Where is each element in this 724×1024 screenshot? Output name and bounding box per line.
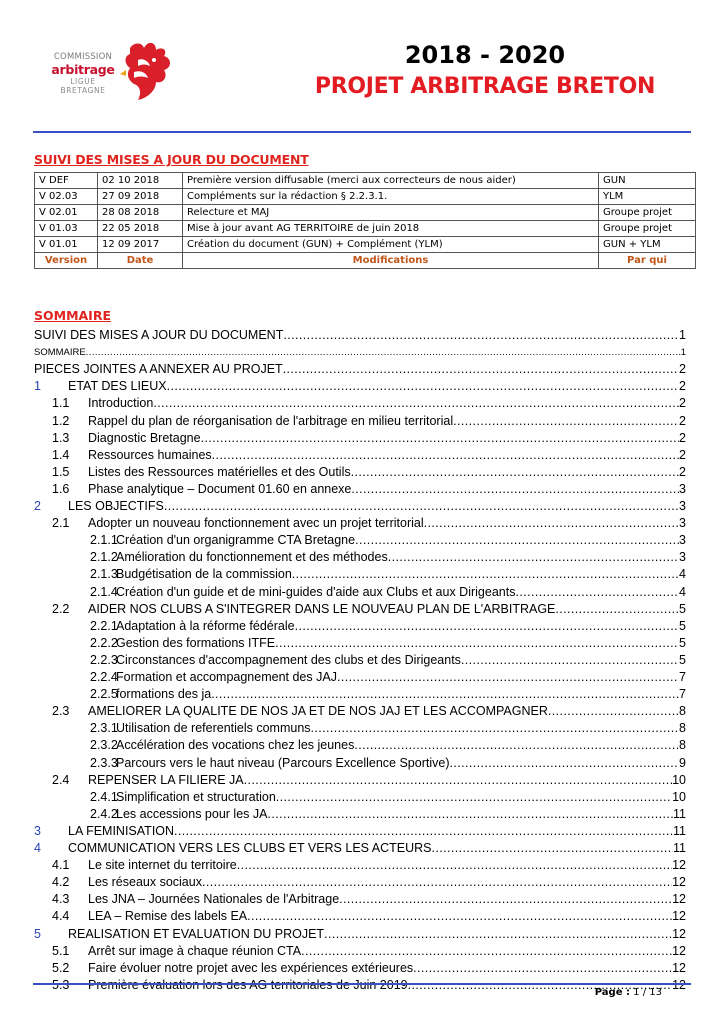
toc-entry-number: 4 [34,841,41,855]
toc-entry-leader [275,635,679,652]
toc-entry[interactable] [34,327,686,344]
toc-entry[interactable] [34,823,686,840]
toc-entry-label: REPENSER LA FILIERE JA [88,772,244,787]
toc-entry-number: 1.6 [52,481,70,496]
toc-entry-number: 2.4.2 [90,806,118,821]
updates-column-version: Version [35,253,98,269]
toc-entry-leader [424,515,679,532]
toc-entry-page: 2 [679,464,686,479]
toc-entry[interactable] [52,447,686,464]
commission-arbitrage-logo [46,40,176,104]
toc-entry-leader [153,395,679,412]
toc-entry-page: 3 [679,550,686,565]
updates-header-row [35,253,696,269]
toc-entry[interactable] [52,481,686,498]
toc-entry[interactable] [90,737,686,754]
toc-entry-leader [324,926,672,943]
toc-entry-number: 3 [34,823,41,838]
updates-cell-date: 27 09 2018 [98,189,183,205]
footer-divider [33,983,691,985]
toc-entry-number: 2.4 [52,772,70,787]
toc-entry-number: 2.1.2 [90,550,118,565]
toc-entry-leader [355,532,679,549]
toc-entry-page: 9 [679,755,686,770]
updates-cell-by: YLM [599,189,696,205]
updates-cell-date: 22 05 2018 [98,221,183,237]
toc-entry-leader [292,566,679,583]
toc-entry-page: 2 [679,413,686,428]
updates-cell-modif: Relecture et MAJ [183,205,599,221]
toc-entry-leader [351,481,679,498]
toc-entry-number: 1.5 [52,464,70,479]
toc-entry-page: 2 [679,362,686,377]
toc-entry-page: 12 [672,960,686,975]
toc-entry-page: 11 [673,806,686,821]
document-year-title: 2018 - 2020 [404,41,566,69]
toc-entry-page: 12 [672,892,686,907]
toc-entry[interactable] [90,652,686,669]
toc-entry-number: 2.2.4 [90,670,118,684]
toc-entry-page: 1 [679,328,686,342]
toc-entry-label: SUIVI DES MISES A JOUR DU DOCUMENT [34,328,284,342]
toc-entry-leader [174,823,673,840]
toc-entry-label: Création d'un organigramme CTA Bretagne [116,533,356,548]
toc-entry-number: 4.3 [52,892,70,907]
toc-entry[interactable] [90,618,686,635]
toc-entry-number: 2.1.3 [90,567,118,582]
toc-heading: SOMMAIRE [34,308,111,323]
toc-entry-number: 2.2 [52,601,70,616]
updates-cell-version: V DEF [35,173,98,189]
toc-entry-leader [164,498,679,515]
toc-entry-leader [86,344,681,361]
updates-cell-version: V 01.01 [35,237,98,253]
toc-entry-label: Les JNA – Journées Nationales de l'Arbitrage [88,892,340,907]
toc-entry-number: 1.4 [52,447,70,462]
updates-cell-date: 28 08 2018 [98,205,183,221]
toc-entry-leader [449,755,679,772]
toc-entry-page: 12 [672,858,686,873]
toc-entry-label: Utilisation de referentiels communs [116,721,311,736]
toc-entry-leader [461,652,679,669]
toc-entry-number: 2 [34,499,41,513]
toc-entry-label: Adopter un nouveau fonctionnement avec un projet territorial [88,516,424,531]
toc-entry-page: 2 [679,396,686,411]
toc-entry-page: 3 [679,516,686,531]
toc-entry-number: 5 [34,926,41,941]
toc-entry[interactable] [90,584,686,601]
toc-entry[interactable] [52,703,686,720]
toc-entry-number: 1.3 [52,430,70,445]
toc-entry-leader [432,840,674,857]
toc-entry[interactable] [34,344,686,361]
toc-entry[interactable] [52,601,686,618]
toc-entry-page: 11 [673,823,686,838]
toc-entry-number: 1.1 [52,396,70,411]
toc-entry-label: Simplification et structuration [116,789,276,804]
toc-entry-number: 2.2.1 [90,618,118,633]
toc-entry-page: 5 [679,652,686,667]
toc-entry-page: 3 [679,499,686,513]
toc-entry-label: Gestion des formations ITFE [116,635,276,650]
toc-entry-label: Formation et accompagnement des JAJ [116,670,337,684]
toc-entry[interactable] [52,772,686,789]
toc-entry[interactable] [90,635,686,652]
toc-entry-label: Diagnostic Bretagne [88,430,201,445]
toc-entry-label: formations des ja [116,687,212,702]
toc-entry-leader [267,806,673,823]
header-divider [33,131,691,133]
toc-entry-leader [212,447,679,464]
toc-entry-label: Rappel du plan de réorganisation de l'arbitrage en milieu territorial [88,413,454,428]
toc-entry[interactable] [90,566,686,583]
toc-entry-number: 2.1.1 [90,533,118,548]
toc-entry-label: REALISATION ET EVALUATION DU PROJET [68,926,325,941]
updates-cell-modif: Création du document (GUN) + Complément (YLM) [183,237,599,253]
toc-entry-leader [339,891,672,908]
toc-entry-label [88,977,408,994]
toc-entry-leader [276,789,672,806]
toc-entry-leader [202,874,672,891]
toc-entry-leader [515,584,679,601]
toc-entry[interactable] [90,806,686,823]
toc-entry[interactable] [52,515,686,532]
updates-row [35,237,696,253]
logo-line-arbitrage: arbitrage [51,62,115,77]
toc-entry[interactable] [90,789,686,806]
toc-entry[interactable] [52,430,686,447]
toc-entry-label: LEA – Remise des labels EA [88,909,248,924]
toc-entry-number: 2.2.5 [90,687,118,702]
toc-entry-number: 2.4.1 [90,789,118,804]
toc-entry-leader [413,960,672,977]
toc-entry-leader [167,378,679,395]
toc-entry-leader [351,464,679,481]
logo-line-bretagne: BRETAGNE [60,86,106,95]
toc-entry-leader [311,720,680,737]
toc-entry[interactable] [34,361,686,378]
toc-entry-label: Les accessions pour les JA [116,806,268,821]
updates-row [35,189,696,205]
toc-entry-leader [548,703,679,720]
toc-entry-number [52,977,88,994]
toc-entry-label: Adaptation à la réforme fédérale [116,618,295,633]
toc-entry-label: LES OBJECTIFS [68,499,164,513]
toc-entry-number: 2.2.3 [90,652,118,667]
updates-cell-version: V 01.03 [35,221,98,237]
page-number [595,987,662,998]
toc-entry-page: 3 [679,533,686,548]
updates-column-by: Par qui [599,253,696,269]
toc-entry-page: 7 [679,670,686,684]
toc-entry-leader [201,430,679,447]
toc-entry-number: 5.2 [52,960,70,975]
toc-entry-number: 2.3.1 [90,721,118,736]
toc-entry-number: 2.1 [52,516,70,531]
toc-entry-page: 12 [672,909,686,924]
toc-entry-number: 2.2.2 [90,635,118,650]
toc-entry-page [672,977,686,994]
toc-entry[interactable] [90,720,686,737]
toc-entry-page: 10 [672,772,686,787]
toc-entry-page: 4 [679,584,686,599]
toc-entry[interactable] [52,857,686,874]
toc-entry-label: Arrêt sur image à chaque réunion CTA [88,943,302,958]
toc-entry-label: Introduction [88,396,154,411]
updates-heading: SUIVI DES MISES A JOUR DU DOCUMENT [34,152,309,167]
toc-entry[interactable] [90,669,686,686]
updates-cell-modif: Première version diffusable (merci aux correcteurs de nous aider) [183,173,599,189]
page-number-value: 1 / 13 [633,987,662,998]
toc-entry-page: 5 [679,635,686,650]
toc-entry-page: 12 [672,926,686,941]
toc-entry-label: PIECES JOINTES A ANNEXER AU PROJET [34,362,283,377]
toc-entry[interactable] [34,840,686,857]
toc-entry[interactable] [52,874,686,891]
toc-entry[interactable] [52,395,686,412]
toc-entry-number: 2.3.3 [90,755,118,770]
toc-entry-number: 2.3.2 [90,738,118,753]
toc-entry-number: 4.4 [52,909,70,924]
toc-entry-leader [283,327,679,344]
toc-entry[interactable] [90,686,686,703]
toc-entry-page: 10 [672,789,686,804]
toc-entry-number: 4.1 [52,858,70,873]
updates-row [35,173,696,189]
toc-entry-label: Création d'un guide et de mini-guides d'aide aux Clubs et aux Dirigeants [116,584,516,599]
toc-entry[interactable] [90,532,686,549]
toc-entry-label: AIDER NOS CLUBS A S'INTEGRER DANS LE NOUVEAU PLAN DE L'ARBITRAGE [88,601,556,616]
updates-cell-version: V 02.01 [35,205,98,221]
toc-entry-page: 12 [672,875,686,890]
page-number-label: Page : [594,987,630,998]
toc-entry-leader [247,908,672,925]
toc-entry-label: Accélération des vocations chez les jeunes [116,738,355,753]
toc-entry-page: 3 [679,481,686,496]
toc-entry-page: 5 [679,601,686,616]
toc-entry-number: 1 [34,379,41,394]
toc-entry-label: Parcours vers le haut niveau (Parcours Excellence Sportive) [116,755,450,770]
updates-cell-date: 02 10 2018 [98,173,183,189]
toc-entry-leader [283,361,679,378]
updates-table [34,172,696,269]
toc-entry-page: 2 [679,447,686,462]
updates-cell-version: V 02.03 [35,189,98,205]
document-title: PROJET ARBITRAGE BRETON [314,74,656,99]
toc-entry-page: 11 [673,841,686,855]
updates-cell-by: Groupe projet [599,221,696,237]
toc-entry[interactable] [52,891,686,908]
updates-column-date: Date [98,253,183,269]
toc-entry-page: 1 [680,347,686,359]
toc-entry-label: Les réseaux sociaux [88,875,202,890]
rooster-logo-icon [120,40,176,104]
toc-entry-page: 7 [679,687,686,702]
toc-entry-label: LA FEMINISATION [68,823,175,838]
toc-entry[interactable] [52,908,686,925]
toc-entry[interactable] [90,549,686,566]
updates-row [35,221,696,237]
toc-entry-number: 2.3 [52,704,70,719]
toc-entry-leader [337,669,679,686]
toc-entry-page: 4 [679,567,686,582]
toc-entry-number: 2.1.4 [90,584,118,599]
updates-row [35,205,696,221]
toc-entry-label: Le site internet du territoire [88,858,237,873]
updates-cell-by: GUN + YLM [599,237,696,253]
toc-entry-label: Amélioration du fonctionnement et des méthodes [116,550,388,565]
toc-entry-leader [295,618,679,635]
toc-entry-label: Budgétisation de la commission [116,567,292,582]
updates-cell-by: Groupe projet [599,205,696,221]
toc-entry-page: 2 [679,379,686,394]
toc-entry-leader [555,601,679,618]
toc-entry[interactable] [34,498,686,515]
toc-entry[interactable] [52,413,686,430]
toc-entry-label: Circonstances d'accompagnement des clubs et des Dirigeants [116,652,461,667]
toc-entry[interactable] [52,464,686,481]
toc-entry[interactable] [52,943,686,960]
logo-line-commission: COMMISSION [53,52,113,62]
page-header [0,0,724,132]
updates-cell-by: GUN [599,173,696,189]
updates-column-modif: Modifications [183,253,599,269]
toc-entry-page: 5 [679,618,686,633]
toc-entry-label: Ressources humaines [88,447,212,462]
toc-entry-page: 2 [679,430,686,445]
toc-entry-page: 8 [679,738,686,753]
updates-cell-modif: Mise à jour avant AG TERRITOIRE de juin 2018 [183,221,599,237]
toc-entry-label: SOMMAIRE [34,347,86,359]
toc-entry-label: Faire évoluer notre projet avec les expériences extérieures [88,960,414,975]
toc-entry-label: ETAT DES LIEUX [68,379,167,394]
toc-entry-leader [388,549,679,566]
toc-entry-leader [301,943,672,960]
toc-entry-number: 4.2 [52,875,70,890]
toc-entry[interactable] [52,960,686,977]
toc-entry-label: Phase analytique – Document 01.60 en annexe [88,481,352,496]
toc-entry-leader [244,772,672,789]
toc-entry-leader [453,413,679,430]
toc-entry-label: AMELIORER LA QUALITE DE NOS JA ET DE NOS JAJ ET LES ACCOMPAGNER [88,704,548,719]
toc-entry-page: 12 [672,943,686,958]
logo-line-ligue: LIGUE [70,77,96,86]
toc-entry-number: 1.2 [52,413,70,428]
toc-entry[interactable] [34,926,686,943]
toc-entry-page: 8 [679,721,686,736]
updates-cell-modif: Compléments sur la rédaction § 2.2.3.1. [183,189,599,205]
toc-entry-leader [211,686,679,703]
updates-cell-date: 12 09 2017 [98,237,183,253]
toc-entry-number: 5.1 [52,943,70,958]
toc-entry-label: COMMUNICATION VERS LES CLUBS ET VERS LES ACTEURS [68,841,432,855]
toc-entry[interactable] [34,378,686,395]
toc-entry[interactable] [52,977,686,994]
toc-entry[interactable] [90,755,686,772]
toc-entry-leader [237,857,672,874]
toc-entry-label: Listes des Ressources matérielles et des Outils [88,464,351,479]
toc-entry-page: 8 [679,704,686,719]
toc-entry-leader [354,737,679,754]
